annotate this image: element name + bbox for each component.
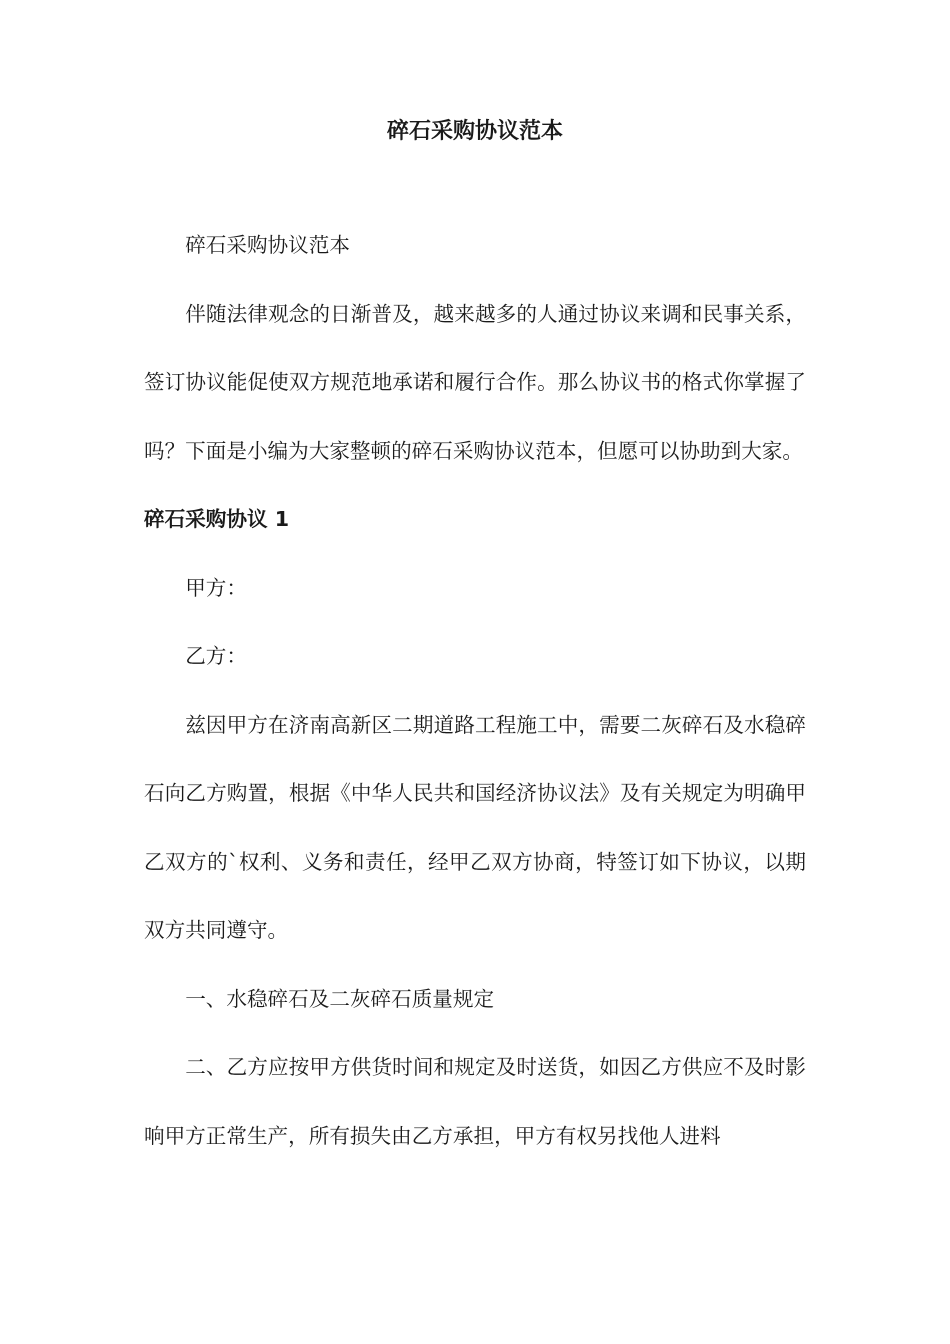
clause-1: 一、水稳碎石及二灰碎石质量规定 — [185, 986, 495, 1011]
section-heading: 碎石采购协议 1 — [144, 507, 290, 531]
party-b-line: 乙方： — [185, 644, 247, 668]
paragraph-intro: 伴随法律观念的日渐普及，越来越多的人通过协议来调和民事关系，签订协议能促使双方规范地承诺和履行合作。那么协议书的格式你掌握了吗？下面是小编为大家整顿的碎石采购协议范本，但愿可以协助到大家。 — [144, 301, 806, 463]
paragraph-subtitle: 碎石采购协议范本 — [185, 233, 350, 257]
paragraph-preamble: 兹因甲方在济南高新区二期道路工程施工中，需要二灰碎石及水稳碎石向乙方购置，根据《中华人民共和国经济协议法》及有关规定为明确甲乙双方的`权利、义务和责任，经甲乙双方协商，特签订如下协议，以期双方共同遵守。 — [144, 712, 806, 942]
document-title: 碎石采购协议范本 — [386, 119, 563, 144]
document-body — [144, 211, 806, 1170]
clause-2: 二、乙方应按甲方供货时间和规定及时送货，如因乙方供应不及时影响甲方正常生产，所有损失由乙方承担，甲方有权另找他人进料 — [144, 1055, 806, 1148]
party-a-line: 甲方： — [185, 575, 247, 600]
